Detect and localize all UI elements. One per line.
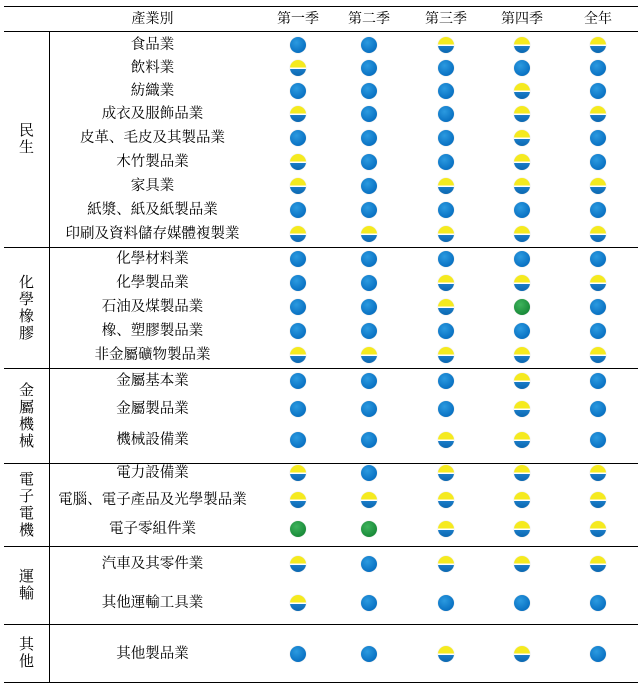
signal-dot-yellow-blue (361, 347, 377, 363)
signal-dot-yellow-blue (590, 178, 606, 194)
signal-dot-blue (290, 251, 306, 267)
signal-dot-blue (514, 595, 530, 611)
group-label-text: 民生 (18, 121, 34, 156)
header-industry: 產業別 (131, 11, 174, 27)
signal-dot-blue (438, 130, 454, 146)
signal-dot-blue (514, 251, 530, 267)
group-label-text: 金屬機械 (18, 380, 34, 450)
signal-dot-blue (361, 178, 377, 194)
signal-dot-blue (361, 202, 377, 218)
signal-dot-blue (438, 401, 454, 417)
signal-dot-blue (590, 83, 606, 99)
signal-dot-yellow-blue (438, 275, 454, 291)
signal-dot-yellow-blue (514, 465, 530, 481)
industry-name: 紙漿、紙及紙製品業 (87, 202, 218, 218)
group-label-text: 運輸 (18, 567, 34, 602)
signal-dot-yellow-blue (590, 521, 606, 537)
group-label-text: 化學橡膠 (18, 272, 34, 342)
industry-name: 橡、塑膠製品業 (101, 323, 204, 339)
signal-dot-blue (290, 130, 306, 146)
signal-dot-yellow-blue (438, 432, 454, 448)
signal-dot-yellow-blue (438, 556, 454, 572)
signal-dot-blue (361, 646, 377, 662)
signal-dot-blue (361, 154, 377, 170)
industry-name: 食品業 (130, 37, 175, 53)
signal-dot-yellow-blue (290, 595, 306, 611)
signal-dot-blue (438, 323, 454, 339)
signal-dot-blue (290, 37, 306, 53)
industry-name: 非金屬礦物製品業 (94, 347, 211, 363)
signal-dot-green (290, 521, 306, 537)
signal-dot-yellow-blue (514, 401, 530, 417)
industry-name: 電腦、電子產品及光學製品業 (58, 492, 247, 508)
signal-dot-blue (514, 323, 530, 339)
industry-name: 紡織業 (130, 83, 175, 99)
signal-dot-yellow-blue (514, 83, 530, 99)
group-label (4, 463, 49, 546)
industry-name: 電子零組件業 (109, 521, 196, 537)
industry-name: 金屬製品業 (116, 401, 189, 417)
group-divider (4, 368, 638, 369)
industry-name: 石油及煤製品業 (101, 299, 204, 315)
signal-dot-yellow-blue (290, 154, 306, 170)
signal-dot-blue (361, 37, 377, 53)
group-label-text: 其他 (18, 635, 34, 670)
signal-dot-blue (438, 202, 454, 218)
group-label (4, 247, 49, 368)
group-label-text: 電子電機 (18, 469, 34, 539)
signal-dot-blue (290, 275, 306, 291)
signal-dot-yellow-blue (514, 106, 530, 122)
signal-dot-yellow-blue (290, 60, 306, 76)
signal-dot-blue (290, 373, 306, 389)
signal-dot-blue (361, 595, 377, 611)
signal-dot-blue (361, 275, 377, 291)
signal-dot-yellow-blue (514, 556, 530, 572)
signal-dot-yellow-blue (361, 226, 377, 242)
industry-name: 皮革、毛皮及其製品業 (80, 130, 225, 146)
signal-dot-yellow-blue (514, 37, 530, 53)
signal-dot-blue (361, 130, 377, 146)
header-year: 全年 (584, 11, 612, 27)
signal-dot-blue (438, 106, 454, 122)
signal-dot-blue (590, 154, 606, 170)
signal-dot-blue (290, 323, 306, 339)
signal-dot-yellow-blue (590, 37, 606, 53)
signal-dot-yellow-blue (438, 178, 454, 194)
signal-dot-blue (361, 323, 377, 339)
signal-dot-blue (514, 60, 530, 76)
signal-dot-blue (361, 299, 377, 315)
signal-dot-green (514, 299, 530, 315)
industry-name: 汽車及其零件業 (101, 556, 204, 572)
industry-name: 木竹製品業 (116, 154, 189, 170)
signal-dot-blue (361, 401, 377, 417)
signal-dot-yellow-blue (590, 226, 606, 242)
signal-dot-yellow-blue (438, 37, 454, 53)
signal-dot-blue (361, 556, 377, 572)
signal-dot-yellow-blue (514, 154, 530, 170)
group-label (4, 368, 49, 463)
signal-dot-yellow-blue (514, 347, 530, 363)
signal-dot-blue (590, 202, 606, 218)
industry-name: 電力設備業 (116, 465, 189, 481)
signal-dot-blue (290, 202, 306, 218)
group-divider (4, 624, 638, 625)
signal-dot-blue (438, 595, 454, 611)
signal-dot-green (361, 521, 377, 537)
industry-name: 其他製品業 (116, 646, 189, 662)
signal-dot-yellow-blue (290, 556, 306, 572)
signal-dot-yellow-blue (514, 432, 530, 448)
signal-dot-blue (438, 251, 454, 267)
group-divider (4, 247, 638, 248)
signal-dot-blue (590, 373, 606, 389)
signal-dot-blue (438, 83, 454, 99)
signal-dot-yellow-blue (438, 226, 454, 242)
signal-dot-yellow-blue (290, 347, 306, 363)
signal-dot-yellow-blue (514, 226, 530, 242)
industry-signal-table (4, 6, 638, 683)
signal-dot-blue (361, 251, 377, 267)
signal-dot-yellow-blue (514, 646, 530, 662)
signal-dot-blue (361, 106, 377, 122)
signal-dot-blue (361, 83, 377, 99)
signal-dot-yellow-blue (438, 347, 454, 363)
signal-dot-yellow-blue (438, 465, 454, 481)
header-divider (4, 31, 638, 32)
industry-name: 金屬基本業 (116, 373, 189, 389)
signal-dot-yellow-blue (290, 178, 306, 194)
group-label (4, 546, 49, 624)
signal-dot-blue (438, 60, 454, 76)
signal-dot-yellow-blue (438, 492, 454, 508)
signal-dot-blue (590, 60, 606, 76)
signal-dot-yellow-blue (514, 130, 530, 146)
industry-name: 家具業 (130, 178, 175, 194)
signal-dot-blue (290, 401, 306, 417)
signal-dot-blue (590, 299, 606, 315)
signal-dot-yellow-blue (438, 299, 454, 315)
signal-dot-blue (590, 432, 606, 448)
industry-name: 成衣及服飾品業 (101, 106, 204, 122)
signal-dot-blue (590, 251, 606, 267)
signal-dot-blue (590, 401, 606, 417)
header-q3: 第三季 (425, 11, 467, 27)
signal-dot-blue (514, 202, 530, 218)
signal-dot-yellow-blue (590, 465, 606, 481)
signal-dot-blue (590, 595, 606, 611)
signal-dot-yellow-blue (514, 373, 530, 389)
signal-dot-yellow-blue (590, 492, 606, 508)
header-q4: 第四季 (501, 11, 543, 27)
signal-dot-yellow-blue (290, 492, 306, 508)
group-label (4, 624, 49, 682)
group-label (4, 31, 49, 247)
signal-dot-blue (361, 432, 377, 448)
signal-dot-yellow-blue (590, 347, 606, 363)
header-q2: 第二季 (348, 11, 390, 27)
signal-dot-blue (290, 299, 306, 315)
industry-name: 機械設備業 (116, 432, 189, 448)
industry-name: 印刷及資料儲存媒體複製業 (65, 226, 240, 242)
signal-dot-yellow-blue (590, 275, 606, 291)
signal-dot-blue (438, 373, 454, 389)
signal-dot-yellow-blue (290, 465, 306, 481)
industry-name: 化學材料業 (116, 251, 189, 267)
signal-dot-yellow-blue (514, 178, 530, 194)
signal-dot-blue (590, 323, 606, 339)
signal-dot-blue (590, 646, 606, 662)
industry-name: 化學製品業 (116, 275, 189, 291)
signal-dot-yellow-blue (590, 106, 606, 122)
signal-dot-yellow-blue (290, 106, 306, 122)
signal-dot-blue (361, 465, 377, 481)
signal-dot-yellow-blue (514, 275, 530, 291)
signal-dot-yellow-blue (438, 646, 454, 662)
signal-dot-blue (361, 60, 377, 76)
signal-dot-yellow-blue (514, 492, 530, 508)
signal-dot-yellow-blue (514, 521, 530, 537)
signal-dot-yellow-blue (590, 556, 606, 572)
industry-name: 飲料業 (130, 60, 175, 76)
signal-dot-blue (290, 83, 306, 99)
industry-name: 其他運輸工具業 (101, 595, 204, 611)
group-divider (4, 546, 638, 547)
signal-dot-blue (590, 130, 606, 146)
signal-dot-blue (290, 646, 306, 662)
signal-dot-yellow-blue (290, 226, 306, 242)
signal-dot-blue (361, 373, 377, 389)
signal-dot-yellow-blue (361, 492, 377, 508)
header-q1: 第一季 (277, 11, 319, 27)
signal-dot-blue (290, 432, 306, 448)
signal-dot-blue (438, 154, 454, 170)
signal-dot-yellow-blue (438, 521, 454, 537)
